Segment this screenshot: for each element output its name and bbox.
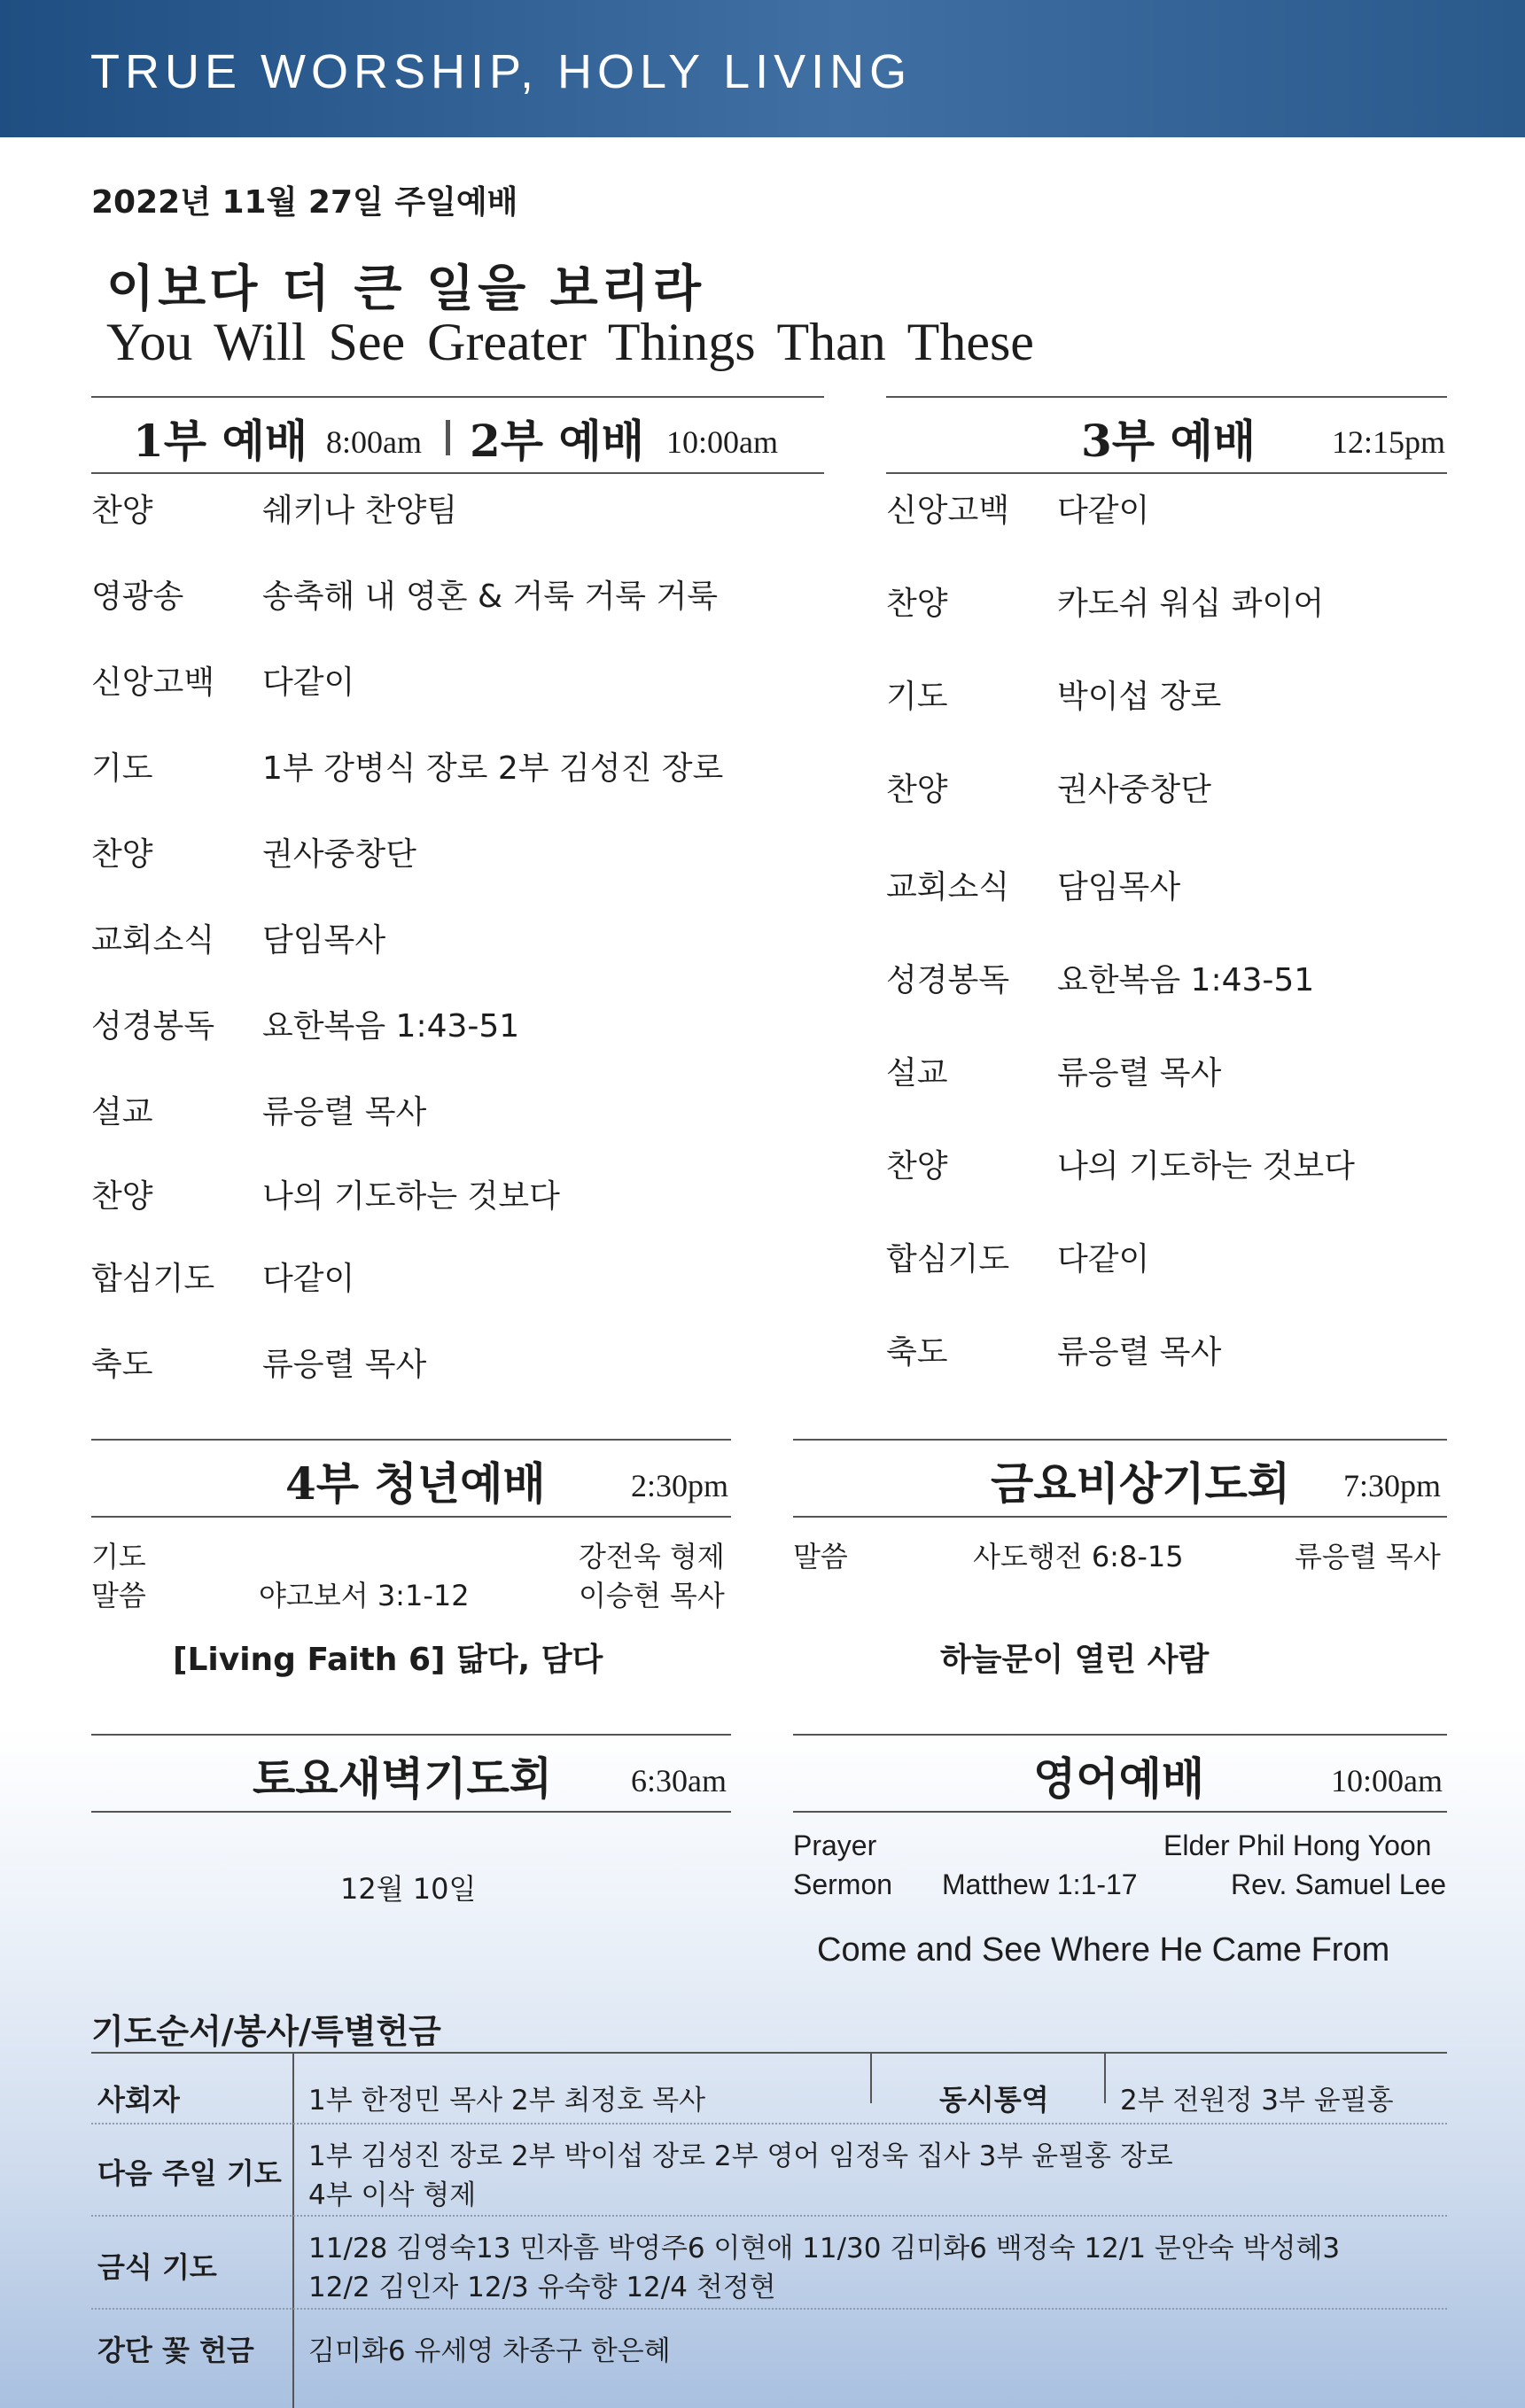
service3-time: 12:15pm [1332,424,1446,460]
order-label: 찬양 [91,493,153,529]
english-sermon-label: Sermon [793,1868,893,1900]
service3-heading: 3부 예배 [1081,415,1257,467]
flower-offering-value: 김미화6 유세영 차종구 한은혜 [308,2335,671,2367]
order-label: 축도 [886,1334,948,1371]
duty-table-title: 기도순서/봉사/특별헌금 [91,2012,441,2051]
order-value: 권사중창단 [262,836,416,873]
english-heading: 영어예배 [1033,1752,1205,1805]
header-banner [0,0,1525,137]
table-row-divider [91,2308,1447,2310]
order-value: 담임목사 [262,922,386,959]
order-label: 설교 [886,1055,948,1091]
english-sermon-title: Come and See Where He Came From [817,1931,1390,1969]
divider [91,1811,731,1813]
service-date: 2022년 11월 27일 주일예배 [91,184,518,221]
order-value: 나의 기도하는 것보다 [262,1178,560,1215]
order-value: 요한복음 1:43-51 [262,1008,520,1045]
table-row-divider [91,2123,1447,2124]
friday-word-passage: 사도행전 6:8-15 [973,1540,1184,1573]
host-value: 1부 한정민 목사 2부 최정호 목사 [308,2085,706,2117]
order-label: 성경봉독 [886,962,1010,998]
order-label: 설교 [91,1094,153,1130]
youth-prayer-name: 강전욱 형제 [579,1540,725,1573]
english-prayer-name: Elder Phil Hong Yoon [1163,1829,1432,1861]
order-label: 합심기도 [886,1241,1010,1278]
order-value: 다같이 [1057,1241,1150,1278]
order-value: 요한복음 1:43-51 [1057,962,1315,998]
service2-heading: 2부 예배 [470,415,645,467]
friday-sermon-title: 하늘문이 열린 사람 [940,1642,1210,1678]
fasting-prayer-label: 금식 기도 [97,2250,217,2284]
interpretation-value: 2부 전원정 3부 윤필홍 [1120,2085,1394,2117]
divider [91,396,824,398]
order-label: 찬양 [886,1148,948,1185]
friday-time: 7:30pm [1343,1468,1442,1503]
table-column-line [1104,2054,1106,2103]
order-label: 신앙고백 [91,664,215,701]
order-value: 다같이 [262,664,355,701]
order-value: 권사중창단 [1057,772,1211,808]
english-sermon-name: Rev. Samuel Lee [1231,1868,1447,1900]
divider [91,472,824,474]
divider [91,1439,731,1441]
order-value: 카도쉬 워십 콰이어 [1057,586,1325,622]
next-prayer-label: 다음 주일 기도 [97,2156,282,2190]
service2-time: 10:00am [666,424,778,460]
divider [886,472,1447,474]
youth-word-label: 말씀 [91,1579,146,1612]
order-label: 찬양 [886,586,948,622]
sermon-title-korean: 이보다 더 큰 일을 보리라 [106,260,704,318]
order-value: 박이섭 장로 [1057,679,1222,715]
divider [793,1439,1447,1441]
next-prayer-line-1: 1부 김성진 장로 2부 박이섭 장로 2부 영어 임정욱 집사 3부 윤필홍 장로 [308,2140,1173,2172]
order-label: 성경봉독 [91,1008,215,1045]
order-label: 합심기도 [91,1261,215,1297]
order-label: 찬양 [886,772,948,808]
youth-sermon-title: [Living Faith 6] 닮다, 담다 [173,1642,603,1678]
order-label: 교회소식 [886,869,1010,905]
table-top-rule [91,2052,1447,2054]
order-label: 영광송 [91,579,184,615]
divider [793,1811,1447,1813]
sermon-title-english: You Will See Greater Things Than These [106,313,1034,371]
order-value: 류응렬 목사 [262,1094,427,1130]
youth-heading: 4부 청년예배 [285,1457,546,1510]
divider [886,396,1447,398]
saturday-date: 12월 10일 [340,1872,477,1906]
youth-time: 2:30pm [631,1468,729,1503]
order-value: 류응렬 목사 [1057,1334,1222,1371]
table-row-divider [91,2215,1447,2217]
host-label: 사회자 [97,2083,180,2117]
order-label: 찬양 [91,836,153,873]
youth-word-name: 이승현 목사 [579,1579,725,1612]
order-value: 나의 기도하는 것보다 [1057,1148,1355,1185]
order-value: 류응렬 목사 [262,1347,427,1383]
order-value: 담임목사 [1057,869,1181,905]
order-label: 기도 [91,750,153,787]
friday-word-name: 류응렬 목사 [1295,1540,1441,1573]
fasting-prayer-line-1: 11/28 김영숙13 민자흠 박영주6 이현애 11/30 김미화6 백정숙 12/1 문안숙 박성혜3 [308,2233,1341,2264]
service1-time: 8:00am [326,424,422,460]
header-title: TRUE WORSHIP, HOLY LIVING [90,45,913,98]
divider [793,1516,1447,1518]
saturday-time: 6:30am [631,1763,727,1798]
order-value: 다같이 [262,1261,355,1297]
flower-offering-label: 강단 꽃 헌금 [97,2334,254,2367]
order-label: 찬양 [91,1178,153,1215]
friday-word-label: 말씀 [793,1540,848,1573]
order-value: 1부 강병식 장로 2부 김성진 장로 [262,750,724,787]
divider [793,1734,1447,1736]
divider [91,1734,731,1736]
divider [91,1516,731,1518]
order-value: 송축해 내 영혼 & 거룩 거룩 거룩 [262,579,719,615]
order-value: 쉐키나 찬양팀 [262,493,458,529]
youth-prayer-label: 기도 [91,1540,146,1573]
order-value: 류응렬 목사 [1057,1055,1222,1091]
saturday-heading: 토요새벽기도회 [253,1752,553,1805]
service1-heading: 1부 예배 [133,415,308,467]
interpretation-label: 동시통역 [939,2083,1049,2117]
order-value: 다같이 [1057,493,1150,529]
next-prayer-line-2: 4부 이삭 형제 [308,2179,477,2211]
table-column-line [870,2054,872,2103]
order-label: 신앙고백 [886,493,1010,529]
english-prayer-label: Prayer [793,1829,877,1861]
order-label: 교회소식 [91,922,215,959]
heading-separator [446,420,450,455]
table-column-line [292,2054,294,2408]
friday-heading: 금요비상기도회 [991,1457,1291,1510]
order-label: 기도 [886,679,948,715]
english-time: 10:00am [1331,1763,1443,1798]
order-label: 축도 [91,1347,153,1383]
english-sermon-passage: Matthew 1:1-17 [942,1868,1138,1900]
fasting-prayer-line-2: 12/2 김인자 12/3 유숙향 12/4 천정현 [308,2272,776,2303]
youth-word-passage: 야고보서 3:1-12 [259,1579,470,1612]
